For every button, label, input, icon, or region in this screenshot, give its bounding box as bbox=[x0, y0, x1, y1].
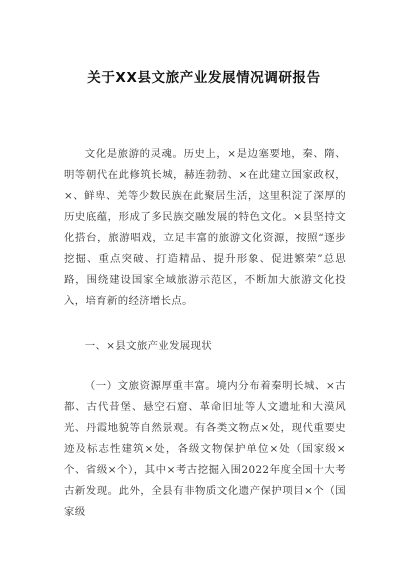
section-paragraph: （一）文旅资源厚重丰富。境内分布着秦明长城、×古都、古代昔堡、悬空石窟、革命旧址等人文遗址和大漠风光、丹霞地貌等自然景观。有各类文物点×处，现代重要史迹及标志性建筑×处，各级文物保护单位×处（国家级×个、省级×个），其中×考古挖掘入围2022年度全国十大考古新发现。此外，全县有非物质文化遗产保护项目×个（国家级 bbox=[64, 380, 346, 518]
document-title: 关于XX县文旅产业发展情况调研报告 bbox=[87, 70, 321, 86]
intro-paragraph: 文化是旅游的灵魂。历史上，×是边塞要地，秦、隋、明等朝代在此修筑长城，赫连勃勃、×在此建立国家政权，×、鲜卑、羌等少数民族在此聚居生活，这里积淀了深厚的历史底蕴，形成了多民族交融发展的特色文化。×县坚持文化搭台，旅游唱戏，立足丰富的旅游文化资源，按照“逐步挖掘、重点突破、打造精品、提升形象、促进繁荣”总思路，围绕建设国家全域旅游示范区，不断加大旅游文化投入，培育新的经济增长点。 bbox=[64, 148, 346, 307]
section-heading: 一、×县文旅产业发展现状 bbox=[84, 340, 212, 352]
